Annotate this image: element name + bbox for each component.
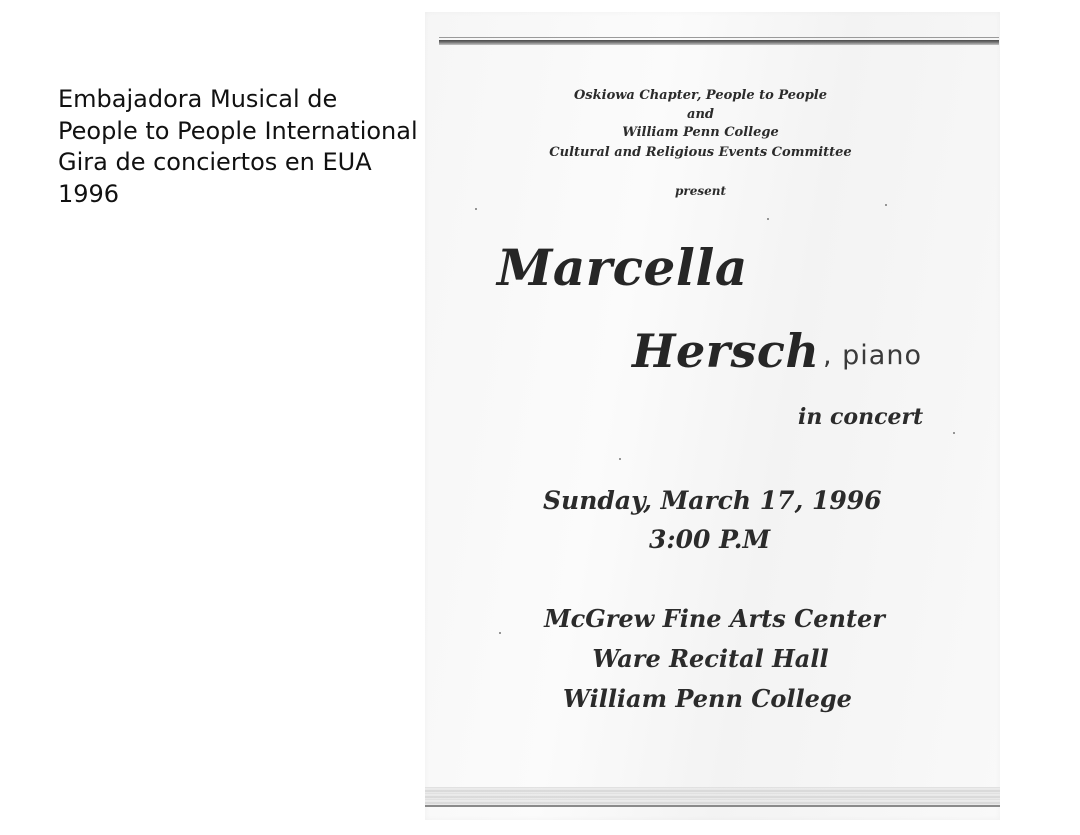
scan-speck [767, 218, 769, 220]
in-concert-label: in concert [798, 404, 924, 430]
caption-line-title: Embajadora Musical de [58, 85, 338, 113]
venue-line-1: McGrew Fine Arts Center [544, 604, 885, 633]
scan-speck [953, 432, 955, 434]
presenter-line-1: Oskiowa Chapter, People to People [573, 88, 827, 103]
presenter-line-2: and [687, 107, 714, 122]
concert-date: Sunday, March 17, 1996 [543, 486, 882, 515]
concert-time: 3:00 P.M [649, 525, 771, 554]
scan-speck [885, 204, 887, 206]
top-rule [439, 40, 999, 45]
scanned-concert-program [425, 12, 1000, 820]
performer-last-name: Hersch [632, 324, 820, 378]
caption-line-tour: Gira de conciertos en EUA [58, 148, 372, 176]
present-label: present [674, 184, 726, 198]
venue-line-3: William Penn College [563, 684, 852, 713]
scan-speck [499, 632, 501, 634]
scan-speck [619, 458, 621, 460]
venue-line-2: Ware Recital Hall [592, 644, 829, 673]
bottom-binding-edge [425, 787, 1000, 807]
presenter-line-4: Cultural and Religious Events Committee [549, 145, 852, 160]
bottom-rule [425, 805, 1000, 807]
caption-line-organization: People to People International [58, 116, 418, 145]
top-rule-thin [439, 37, 999, 38]
caption-line-year: 1996 [58, 179, 120, 208]
instrument-handwritten: , piano [823, 340, 922, 371]
presenter-line-3: William Penn College [622, 125, 779, 140]
caption-text-block [58, 84, 418, 210]
performer-first-name: Marcella [497, 238, 748, 297]
scan-speck [475, 208, 477, 210]
